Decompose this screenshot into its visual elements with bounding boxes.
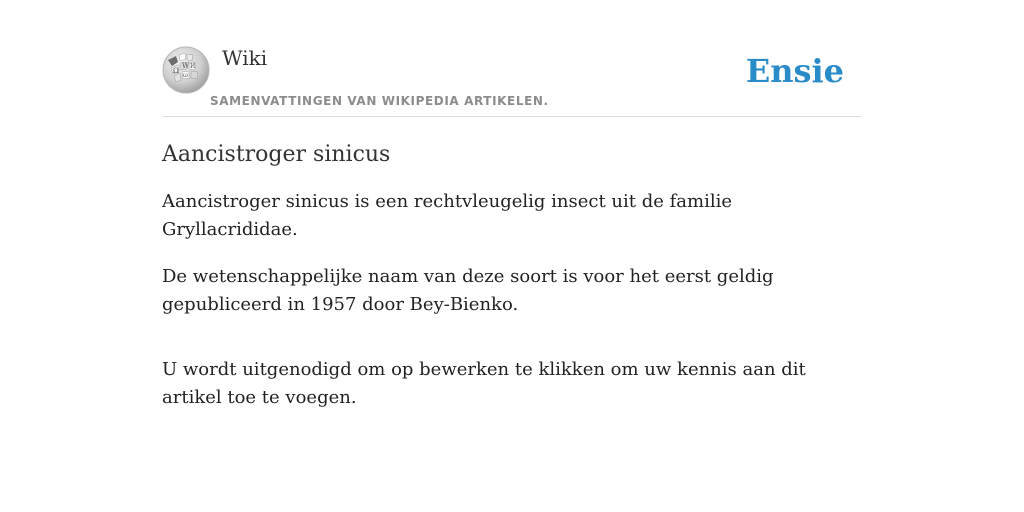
edit-invitation: U wordt uitgenodigd om op bewerken te klikken om uw kennis aan dit artikel toe te voegen. xyxy=(162,359,806,408)
svg-text:W: W xyxy=(182,62,190,70)
brand-logo-link[interactable]: Ensie xyxy=(745,52,844,90)
article-paragraph: De wetenschappelijke naam van deze soort is voor het eerst geldig gepubliceerd in 1957 door Bey-Bienko. xyxy=(162,266,774,315)
article-title: Aancistroger sinicus xyxy=(162,142,391,167)
svg-text:И: И xyxy=(190,63,196,70)
site-name-link[interactable]: Wiki xyxy=(222,46,268,70)
svg-text:Ω: Ω xyxy=(173,67,179,75)
article-content xyxy=(162,138,862,412)
svg-text:ω: ω xyxy=(183,72,188,79)
article-paragraph: Aancistroger sinicus is een rechtvleugelig insect uit de familie Gryllacrididae. xyxy=(162,191,733,240)
wikipedia-globe-icon[interactable] xyxy=(162,46,210,94)
site-tagline: SAMENVATTINGEN VAN WIKIPEDIA ARTIKELEN. xyxy=(210,94,549,108)
site-header xyxy=(162,40,862,117)
